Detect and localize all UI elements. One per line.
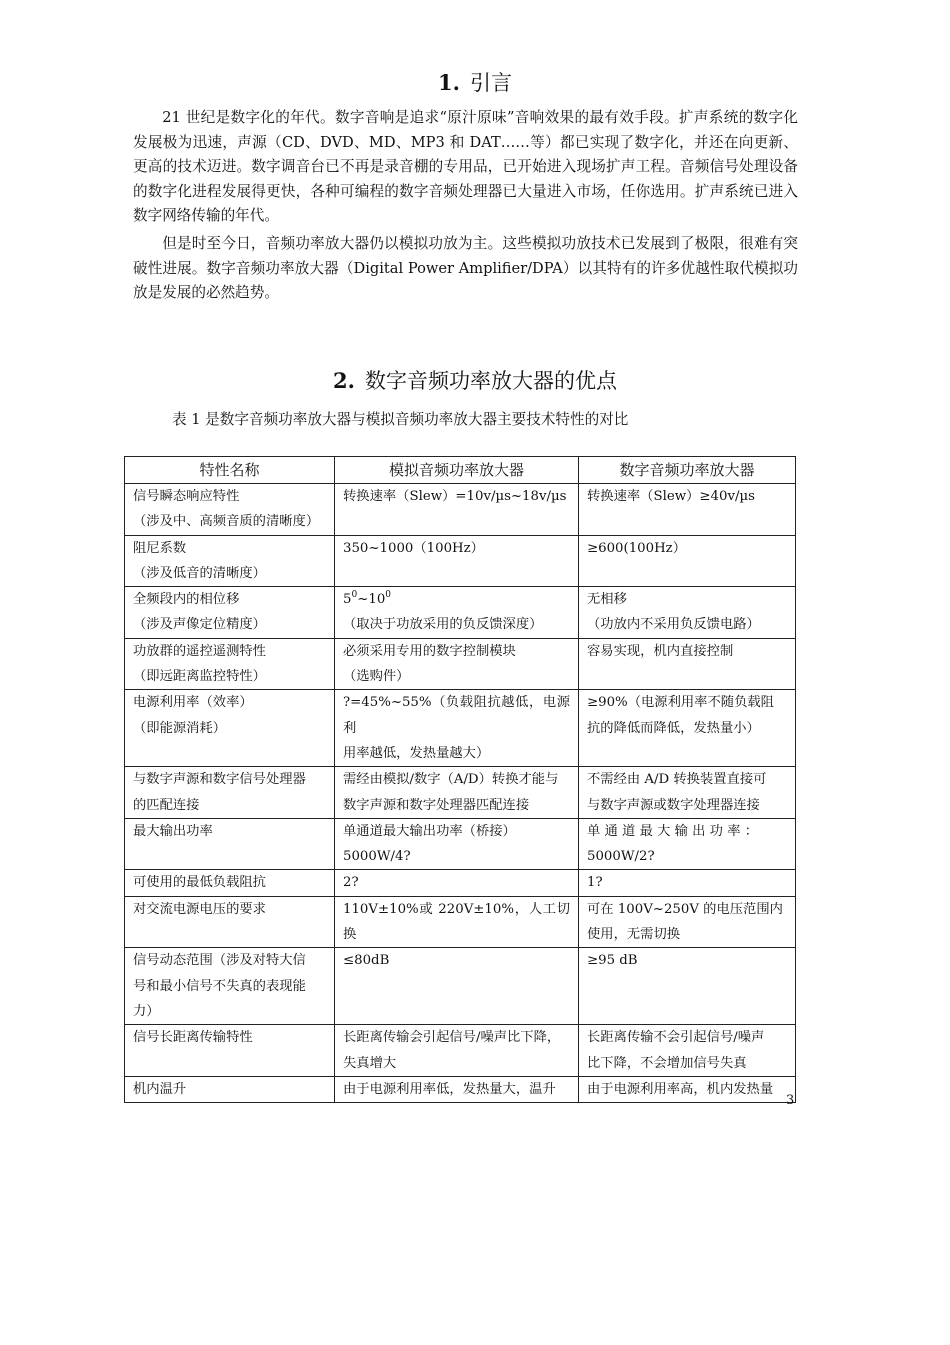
cell-line: 110V±10%或 220V±10%，人工切换	[343, 901, 570, 943]
cell-line: 5000W/2?	[587, 849, 655, 865]
cell-line: 数字声源和数字处理器匹配连接	[343, 797, 530, 813]
cell-line: （功放内不采用负反馈电路）	[587, 617, 760, 633]
cell-analog-value	[335, 896, 579, 948]
cell-line: 功放群的遥控遥测特性	[133, 643, 266, 659]
cell-line: 对交流电源电压的要求	[133, 901, 266, 917]
table-row	[125, 1076, 796, 1102]
cell-line: 的匹配连接	[133, 797, 200, 813]
cell-line: 无相移	[587, 592, 627, 608]
cell-digital-value	[579, 818, 796, 870]
superscript: 0	[351, 590, 358, 601]
cell-digital-value	[579, 1076, 796, 1102]
section-title: 数字音频功率放大器的优点	[364, 369, 617, 393]
cell-feature-name	[125, 638, 335, 690]
table-row	[125, 818, 796, 870]
cell-line: 机内温升	[133, 1081, 187, 1097]
intro-paragraph-2: 但是时至今日，音频功率放大器仍以模拟功放为主。这些模拟功放技术已发展到了极限，很难有突破性进展。数字音频功率放大器（Digital Power Amplifier/DPA）以其特有的许多优越性取代模拟功放是发展的必然趋势。	[133, 235, 798, 302]
cell-line: 不需经由 A/D 转换装置直接可	[587, 772, 767, 788]
section-heading-intro	[0, 69, 950, 97]
cell-line: 需经由模拟/数字（A/D）转换才能与	[343, 772, 559, 788]
cell-feature-name	[125, 948, 335, 1025]
cell-line: 力）	[133, 1003, 160, 1019]
table-row	[125, 690, 796, 767]
table-row	[125, 587, 796, 639]
header-digital-amplifier: 数字音频功率放大器	[579, 457, 796, 484]
cell-line: 可在 100V~250V 的电压范围内	[587, 901, 783, 917]
cell-feature-name	[125, 1025, 335, 1077]
cell-line: 用率越低，发热量越大）	[343, 745, 490, 761]
intro-paragraph-1: 21 世纪是数字化的年代。数字音响是追求“原汁原味”音响效果的最有效手段。扩声系统的数字化发展极为迅速，声源（CD、DVD、MD、MP3 和 DAT……等）都已实现了数字化，并还在向更新、更高的技术迈进。数字调音台已不再是录音棚的专用品，已开始进入现场扩声工程。音频信号处理设备的数字化进程发展得更快，各种可编程的数字音频处理器已大量进入市场，任你选用。扩声系统已进入数字网络传输的年代。	[133, 109, 798, 225]
table-row	[125, 896, 796, 948]
table-row	[125, 484, 796, 536]
cell-line: 长距离传输不会引起信号/噪声	[587, 1030, 765, 1046]
cell-analog-value	[335, 484, 579, 536]
cell-line: 全频段内的相位移	[133, 592, 240, 608]
cell-analog-value	[335, 535, 579, 587]
table-row	[125, 870, 796, 896]
cell-digital-value	[579, 535, 796, 587]
range-text: 5	[343, 592, 352, 608]
cell-line: （即远距离监控特性）	[133, 669, 266, 685]
cell-line: 与数字声源或数字处理器连接	[587, 797, 760, 813]
cell-digital-value	[579, 638, 796, 690]
cell-feature-name	[125, 535, 335, 587]
table-row	[125, 948, 796, 1025]
table-row	[125, 638, 796, 690]
cell-feature-name	[125, 818, 335, 870]
cell-line: 电源利用率（效率）	[133, 695, 253, 711]
cell-line: 350~1000（100Hz）	[343, 540, 484, 556]
cell-line: ≥90%（电源利用率不随负载阻	[587, 695, 774, 711]
phase-shift-range	[343, 587, 570, 612]
cell-line: 长距离传输会引起信号/噪声比下降，	[343, 1030, 561, 1046]
cell-feature-name	[125, 587, 335, 639]
cell-line: 最大输出功率	[133, 823, 213, 839]
table-row	[125, 1025, 796, 1077]
range-text: 10	[368, 592, 386, 608]
cell-analog-value	[335, 1025, 579, 1077]
cell-analog-value	[335, 638, 579, 690]
cell-line: ?=45%~55%（负载阻抗越低，电源利	[343, 695, 570, 736]
cell-line: 必须采用专用的数字控制模块	[343, 643, 516, 659]
cell-digital-value	[579, 870, 796, 896]
table-caption: 表 1 是数字音频功率放大器与模拟音频功率放大器主要技术特性的对比	[172, 411, 629, 428]
cell-digital-value	[579, 1025, 796, 1077]
cell-digital-value	[579, 484, 796, 536]
superscript: 0	[385, 590, 392, 601]
cell-line: 单通道最大输出功率（桥接）	[343, 823, 516, 839]
cell-line: ≥95 dB	[587, 953, 638, 969]
cell-line: 使用，无需切换	[587, 927, 681, 943]
cell-analog-value	[335, 1076, 579, 1102]
section-number: 1.	[438, 70, 460, 95]
cell-digital-value	[579, 948, 796, 1025]
cell-analog-value	[335, 818, 579, 870]
cell-line: 号和最小信号不失真的表现能	[133, 978, 306, 994]
comparison-table	[124, 456, 796, 1103]
cell-feature-name	[125, 896, 335, 948]
cell-line: （涉及声像定位精度）	[133, 617, 266, 633]
cell-line: 信号瞬态响应特性	[133, 489, 240, 504]
cell-analog-value	[335, 690, 579, 767]
cell-line: （取决于功放采用的负反馈深度）	[343, 617, 543, 633]
cell-line: 单 通 道 最 大 输 出 功 率 ：	[587, 823, 759, 839]
cell-line: （涉及中、高频音质的清晰度）	[133, 514, 320, 530]
cell-line: 比下降，不会增加信号失真	[587, 1055, 747, 1071]
range-text: ~	[357, 592, 369, 608]
page-number: 3	[786, 1093, 795, 1108]
header-feature-name: 特性名称	[125, 457, 335, 484]
cell-line: （涉及低音的清晰度）	[133, 565, 266, 581]
cell-line: 信号长距离传输特性	[133, 1030, 253, 1046]
cell-line: 转换速率（Slew）≥40v/µs	[587, 489, 755, 504]
cell-line: ≥600(100Hz）	[587, 540, 686, 556]
cell-analog-value	[335, 948, 579, 1025]
table-header-row	[125, 457, 796, 484]
cell-digital-value	[579, 587, 796, 639]
cell-feature-name	[125, 870, 335, 896]
cell-digital-value	[579, 896, 796, 948]
cell-feature-name	[125, 767, 335, 819]
cell-line: 5000W/4?	[343, 849, 411, 865]
cell-analog-value	[335, 767, 579, 819]
cell-digital-value	[579, 767, 796, 819]
cell-line: 可使用的最低负载阻抗	[133, 875, 266, 891]
cell-line: 阻尼系数	[133, 540, 187, 556]
cell-line: 抗的降低而降低，发热量小）	[587, 720, 760, 736]
table-row	[125, 535, 796, 587]
header-analog-amplifier: 模拟音频功率放大器	[335, 457, 579, 484]
section-heading-advantages	[0, 367, 950, 395]
cell-feature-name	[125, 690, 335, 767]
cell-line: 2?	[343, 875, 359, 891]
table-row	[125, 767, 796, 819]
cell-line: （选购件）	[343, 669, 410, 685]
section-title: 引言	[469, 71, 512, 95]
cell-feature-name	[125, 484, 335, 536]
cell-analog-value	[335, 870, 579, 896]
cell-line: 1?	[587, 875, 603, 891]
cell-line: ≤80dB	[343, 953, 390, 969]
cell-feature-name	[125, 1076, 335, 1102]
cell-line: 信号动态范围（涉及对特大信	[133, 953, 306, 969]
cell-line: 由于电源利用率高，机内发热量	[587, 1081, 774, 1097]
cell-line: 由于电源利用率低，发热量大，温升	[343, 1081, 556, 1097]
cell-line: 与数字声源和数字信号处理器	[133, 772, 306, 788]
section-number: 2.	[333, 368, 355, 393]
cell-analog-value	[335, 587, 579, 639]
cell-line: 失真增大	[343, 1055, 397, 1071]
cell-line: 容易实现，机内直接控制	[587, 643, 734, 659]
cell-line: 转换速率（Slew）=10v/µs~18v/µs	[343, 489, 567, 504]
cell-digital-value	[579, 690, 796, 767]
cell-line: （即能源消耗）	[133, 720, 227, 736]
